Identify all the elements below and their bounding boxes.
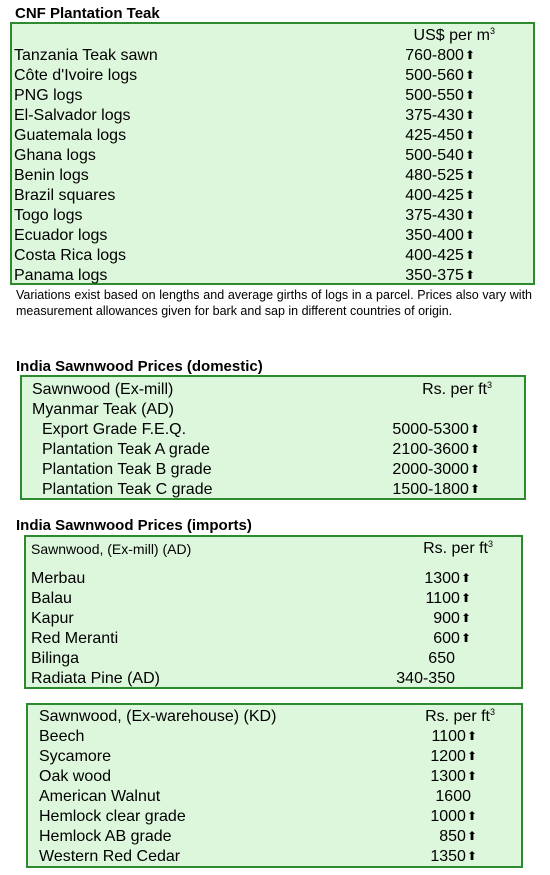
- warehouse-row: [28, 847, 521, 867]
- imports-row-label: Red Meranti: [31, 630, 119, 647]
- up-arrow-icon: ⬆: [464, 208, 475, 222]
- warehouse-row: [28, 827, 521, 847]
- imports-row-price: 650: [428, 650, 455, 667]
- up-arrow-icon: ⬆: [464, 168, 475, 182]
- up-arrow-icon: ⬆: [469, 462, 480, 476]
- up-arrow-icon: ⬆: [466, 809, 477, 823]
- warehouse-unit-sup: 3: [489, 707, 495, 717]
- imports-row-value: [433, 609, 471, 629]
- domestic-row-label: Plantation Teak B grade: [42, 461, 212, 478]
- cnf-row-value: [405, 186, 475, 206]
- up-arrow-icon: ⬆: [464, 108, 475, 122]
- cnf-row-value: [405, 166, 475, 186]
- cnf-row-value: [405, 246, 475, 266]
- domestic-row: [22, 420, 524, 440]
- domestic-row-label: Plantation Teak C grade: [42, 481, 213, 498]
- cnf-row-value: [405, 106, 475, 126]
- up-arrow-icon: ⬆: [464, 48, 475, 62]
- domestic-row: [22, 480, 524, 500]
- up-arrow-icon: ⬆: [464, 228, 475, 242]
- cnf-table: [10, 22, 535, 285]
- warehouse-row: [28, 787, 521, 807]
- domestic-row-value: [392, 460, 480, 480]
- cnf-row: [12, 186, 533, 206]
- domestic-header-row: [22, 380, 524, 400]
- warehouse-row-price: 1300: [430, 768, 466, 785]
- warehouse-row-value: [430, 767, 477, 787]
- warehouse-row-value: [430, 847, 477, 867]
- cnf-row-price: 350-375: [405, 267, 464, 284]
- cnf-row-value: [405, 206, 475, 226]
- up-arrow-icon: ⬆: [464, 188, 475, 202]
- warehouse-row-value: [430, 807, 477, 827]
- imports-header-label: Sawnwood, (Ex-mill) (AD): [31, 541, 192, 557]
- up-arrow-icon: ⬆: [464, 148, 475, 162]
- cnf-row-price: 500-540: [405, 147, 464, 164]
- cnf-row-price: 500-550: [405, 87, 464, 104]
- warehouse-row-label: Hemlock AB grade: [39, 828, 172, 845]
- cnf-row-label: Côte d'Ivoire logs: [14, 67, 138, 84]
- domestic-subheader-label: Myanmar Teak (AD): [32, 401, 174, 418]
- warehouse-row: [28, 807, 521, 827]
- domestic-unit-sup: 3: [486, 380, 492, 390]
- domestic-row-label: Export Grade F.E.Q.: [42, 421, 187, 438]
- warehouse-row-value: [432, 727, 477, 747]
- imports-title: India Sawnwood Prices (imports): [16, 517, 252, 534]
- imports-row-label: Merbau: [31, 570, 86, 587]
- up-arrow-icon: ⬆: [466, 729, 477, 743]
- imports-row: [26, 569, 521, 589]
- cnf-row: [12, 126, 533, 146]
- up-arrow-icon: ⬆: [460, 611, 471, 625]
- cnf-row: [12, 266, 533, 286]
- imports-row-price: 1300: [424, 570, 460, 587]
- imports-row: [26, 629, 521, 649]
- domestic-row-price: 5000-5300: [392, 421, 469, 438]
- up-arrow-icon: ⬆: [469, 422, 480, 436]
- domestic-table: [20, 375, 526, 500]
- cnf-row: [12, 226, 533, 246]
- cnf-row: [12, 146, 533, 166]
- imports-row-price: 1100: [425, 590, 460, 607]
- up-arrow-icon: ⬆: [464, 68, 475, 82]
- up-arrow-icon: ⬆: [466, 829, 477, 843]
- cnf-row: [12, 86, 533, 106]
- up-arrow-icon: ⬆: [464, 128, 475, 142]
- warehouse-row: [28, 727, 521, 747]
- cnf-row-value: [405, 226, 475, 246]
- imports-row: [26, 649, 521, 669]
- domestic-row-label: Plantation Teak A grade: [42, 441, 210, 458]
- cnf-title: CNF Plantation Teak: [15, 5, 160, 22]
- domestic-unit: Rs. per ft: [422, 381, 487, 398]
- cnf-row: [12, 46, 533, 66]
- warehouse-row: [28, 747, 521, 767]
- cnf-row-value: [405, 146, 475, 166]
- up-arrow-icon: ⬆: [464, 248, 475, 262]
- imports-row-label: Balau: [31, 590, 72, 607]
- warehouse-row: [28, 767, 521, 787]
- warehouse-row-price: 1000: [430, 808, 466, 825]
- imports-row-value: [396, 669, 455, 689]
- warehouse-row-label: American Walnut: [39, 788, 161, 805]
- warehouse-row-price: 1200: [430, 748, 466, 765]
- cnf-row-label: Costa Rica logs: [14, 247, 127, 264]
- cnf-row-value: [405, 266, 475, 286]
- warehouse-row-price: 1100: [431, 728, 466, 745]
- warehouse-header-label: Sawnwood, (Ex-warehouse) (KD): [39, 708, 277, 725]
- up-arrow-icon: ⬆: [466, 769, 477, 783]
- cnf-row-value: [405, 86, 475, 106]
- cnf-row-label: Brazil squares: [14, 187, 116, 204]
- cnf-row-label: Ecuador logs: [14, 227, 108, 244]
- cnf-row: [12, 166, 533, 186]
- cnf-note: Variations exist based on lengths and average girths of logs in a parcel. Prices also vary with measurement allowances given for bark and sap in different countries of origin.: [16, 288, 532, 318]
- warehouse-row-price: 1350: [430, 848, 466, 865]
- warehouse-row-label: Beech: [39, 728, 85, 745]
- domestic-row-price: 1500-1800: [392, 481, 469, 498]
- up-arrow-icon: ⬆: [469, 482, 480, 496]
- up-arrow-icon: ⬆: [466, 749, 477, 763]
- imports-row-price: 900: [433, 610, 460, 627]
- warehouse-row-label: Western Red Cedar: [39, 848, 181, 865]
- up-arrow-icon: ⬆: [460, 631, 471, 645]
- domestic-title: India Sawnwood Prices (domestic): [16, 358, 263, 375]
- cnf-row-value: [405, 66, 475, 86]
- cnf-row-label: Guatemala logs: [14, 127, 127, 144]
- imports-header-row: [26, 539, 521, 559]
- cnf-row-label: Togo logs: [14, 207, 83, 224]
- up-arrow-icon: ⬆: [460, 571, 471, 585]
- warehouse-row-value: [435, 787, 471, 807]
- cnf-row-value: [405, 126, 475, 146]
- imports-row-label: Kapur: [31, 610, 74, 627]
- warehouse-row-price: 850: [439, 828, 466, 845]
- imports-row-label: Bilinga: [31, 650, 80, 667]
- domestic-row-price: 2100-3600: [392, 441, 469, 458]
- imports-row-value: [433, 629, 471, 649]
- up-arrow-icon: ⬆: [460, 591, 471, 605]
- up-arrow-icon: ⬆: [469, 442, 480, 456]
- imports-row: [26, 609, 521, 629]
- cnf-row: [12, 66, 533, 86]
- domestic-header-label: Sawnwood (Ex-mill): [32, 381, 174, 398]
- cnf-row-price: 350-400: [405, 227, 464, 244]
- imports-row-value: [428, 649, 455, 669]
- imports-table: [24, 535, 523, 689]
- imports-row: [26, 589, 521, 609]
- domestic-row-value: [392, 420, 480, 440]
- warehouse-unit: Rs. per ft: [425, 708, 490, 725]
- cnf-row-price: 400-425: [405, 247, 464, 264]
- warehouse-table: [26, 703, 523, 868]
- cnf-row-label: PNG logs: [14, 87, 83, 104]
- imports-unit-sup: 3: [487, 539, 493, 549]
- cnf-row-price: 375-430: [405, 107, 464, 124]
- cnf-row-price: 760-800: [405, 47, 464, 64]
- cnf-unit-header: [12, 26, 533, 46]
- cnf-row-price: 500-560: [405, 67, 464, 84]
- cnf-row-label: El-Salvador logs: [14, 107, 131, 124]
- warehouse-row-price: 1600: [435, 788, 471, 805]
- cnf-row-label: Benin logs: [14, 167, 89, 184]
- imports-row-value: [424, 569, 471, 589]
- warehouse-row-value: [439, 827, 477, 847]
- imports-row: [26, 669, 521, 689]
- warehouse-row-label: Hemlock clear grade: [39, 808, 186, 825]
- imports-row-value: [426, 589, 471, 609]
- cnf-row: [12, 106, 533, 126]
- domestic-row: [22, 460, 524, 480]
- cnf-row: [12, 246, 533, 266]
- cnf-unit-sup: 3: [489, 26, 495, 36]
- cnf-row-price: 425-450: [405, 127, 464, 144]
- domestic-subheader: [32, 400, 174, 420]
- cnf-row-value: [405, 46, 475, 66]
- domestic-row: [22, 440, 524, 460]
- domestic-row-price: 2000-3000: [392, 461, 469, 478]
- cnf-row-label: Panama logs: [14, 267, 108, 284]
- cnf-row: [12, 206, 533, 226]
- cnf-row-label: Ghana logs: [14, 147, 96, 164]
- cnf-row-price: 400-425: [405, 187, 464, 204]
- up-arrow-icon: ⬆: [466, 849, 477, 863]
- cnf-unit: US$ per m: [413, 27, 490, 44]
- warehouse-row-label: Sycamore: [39, 748, 112, 765]
- warehouse-row-label: Oak wood: [39, 768, 112, 785]
- up-arrow-icon: ⬆: [464, 268, 475, 282]
- domestic-row-value: [392, 480, 480, 500]
- warehouse-header-row: [28, 707, 521, 727]
- cnf-row-price: 375-430: [405, 207, 464, 224]
- imports-row-price: 340-350: [396, 670, 455, 687]
- imports-unit: Rs. per ft: [423, 540, 488, 557]
- cnf-row-price: 480-525: [405, 167, 464, 184]
- imports-row-label: Radiata Pine (AD): [31, 670, 160, 687]
- up-arrow-icon: ⬆: [464, 88, 475, 102]
- domestic-row-value: [392, 440, 480, 460]
- imports-row-price: 600: [433, 630, 460, 647]
- warehouse-row-value: [430, 747, 477, 767]
- cnf-row-label: Tanzania Teak sawn: [14, 47, 158, 64]
